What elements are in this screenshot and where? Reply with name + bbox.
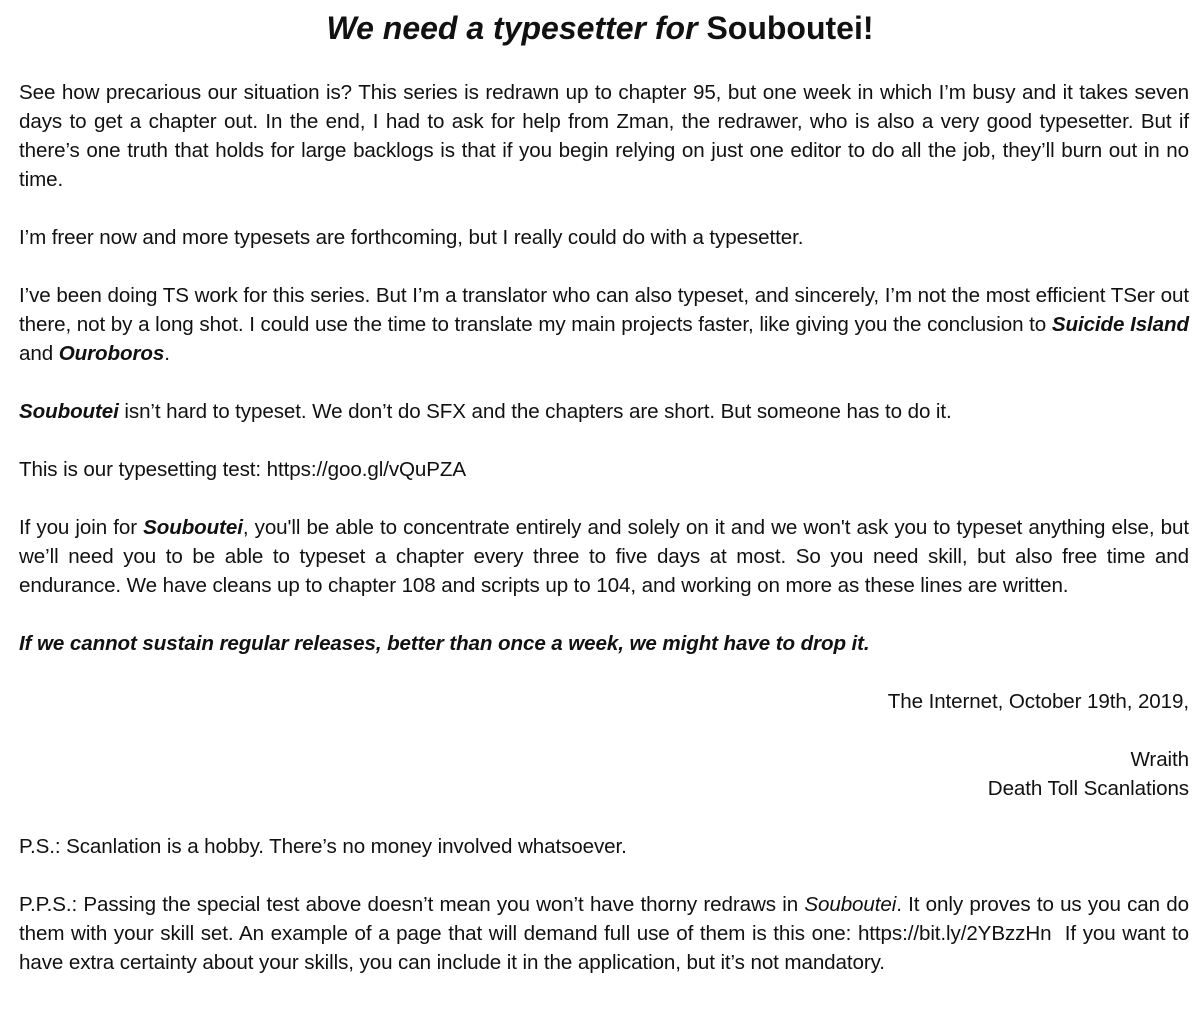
paragraph-not-hard: [19, 397, 1189, 426]
page-title: [0, 6, 1200, 50]
pps-text-b: . It only proves to us you can do them with your skill set. An example of a page that will demand full use of them is this one:: [19, 893, 1189, 945]
signature-name: Wraith: [1130, 748, 1189, 771]
paragraph-not-hard-text: isn’t hard to typeset. We don’t do SFX and the chapters are short. But someone has to do it.: [118, 400, 952, 423]
pps-text-c: If you want to have extra certainty about your skills, you can include it in the application, but it’s not mandatory.: [19, 922, 1195, 974]
paragraph-join-text-a: If you join for: [19, 516, 144, 539]
series-name-souboutei: Souboutei: [804, 893, 897, 916]
post-postscript: [19, 890, 1195, 977]
title-suicide-island: Suicide Island: [1051, 313, 1189, 336]
paragraph-warning: If we cannot sustain regular releases, better than once a week, we might have to drop it.: [19, 632, 870, 655]
paragraph-translator-text: I’ve been doing TS work for this series. But I’m a translator who can also typeset, and sincerely, I’m not the most efficient TSer out there, not by a long shot. I could use the time to translate my main projects faster, like giving you the conclusion to: [19, 284, 1189, 336]
series-name-souboutei: Souboutei: [19, 400, 119, 423]
letter-body: [19, 78, 1195, 1006]
dateline: The Internet, October 19th, 2019,: [887, 690, 1189, 713]
paragraph-typesetting-test: [19, 455, 1189, 484]
series-name-souboutei: Souboutei: [143, 516, 243, 539]
redraw-example-link[interactable]: https://bit.ly/2YBzzHn: [857, 922, 1052, 945]
typesetting-test-link[interactable]: https://goo.gl/vQuPZA: [266, 458, 467, 481]
paragraph-join-text-b: , you'll be able to concentrate entirely and solely on it and we won't ask you to typeset anything else, but we’ll need you to be able to typeset a chapter every three to five days at most. So you need skill, but also free time and endurance. We have cleans up to chapter 108 and scripts up to 104, and working on more as these lines are written.: [19, 516, 1189, 597]
pps-text-a: P.P.S.: Passing the special test above doesn’t mean you won’t have thorny redraws in: [19, 893, 805, 916]
signature-group: Death Toll Scanlations: [987, 777, 1189, 800]
paragraph-translator-and: and: [19, 342, 59, 365]
paragraph-translator: [19, 281, 1189, 368]
title-series-name: Souboutei!: [706, 10, 874, 46]
paragraph-translator-end: .: [164, 342, 170, 365]
title-ouroboros: Ouroboros: [58, 342, 165, 365]
paragraph-situation: See how precarious our situation is? This series is redrawn up to chapter 95, but one week in which I’m busy and it takes seven days to get a chapter out. In the end, I had to ask for help from Zman, the redrawer, who is also a very good typesetter. But if there’s one truth that holds for large backlogs is that if you begin relying on just one editor to do all the job, they’ll burn out in no time.: [19, 81, 1189, 191]
paragraph-freer-now: I’m freer now and more typesets are forthcoming, but I really could do with a typesetter.: [19, 226, 804, 249]
postscript: P.S.: Scanlation is a hobby. There’s no money involved whatsoever.: [19, 835, 627, 858]
title-text: We need a typesetter for: [326, 10, 707, 46]
paragraph-join: [19, 513, 1189, 600]
typesetting-test-label: This is our typesetting test:: [19, 458, 267, 481]
